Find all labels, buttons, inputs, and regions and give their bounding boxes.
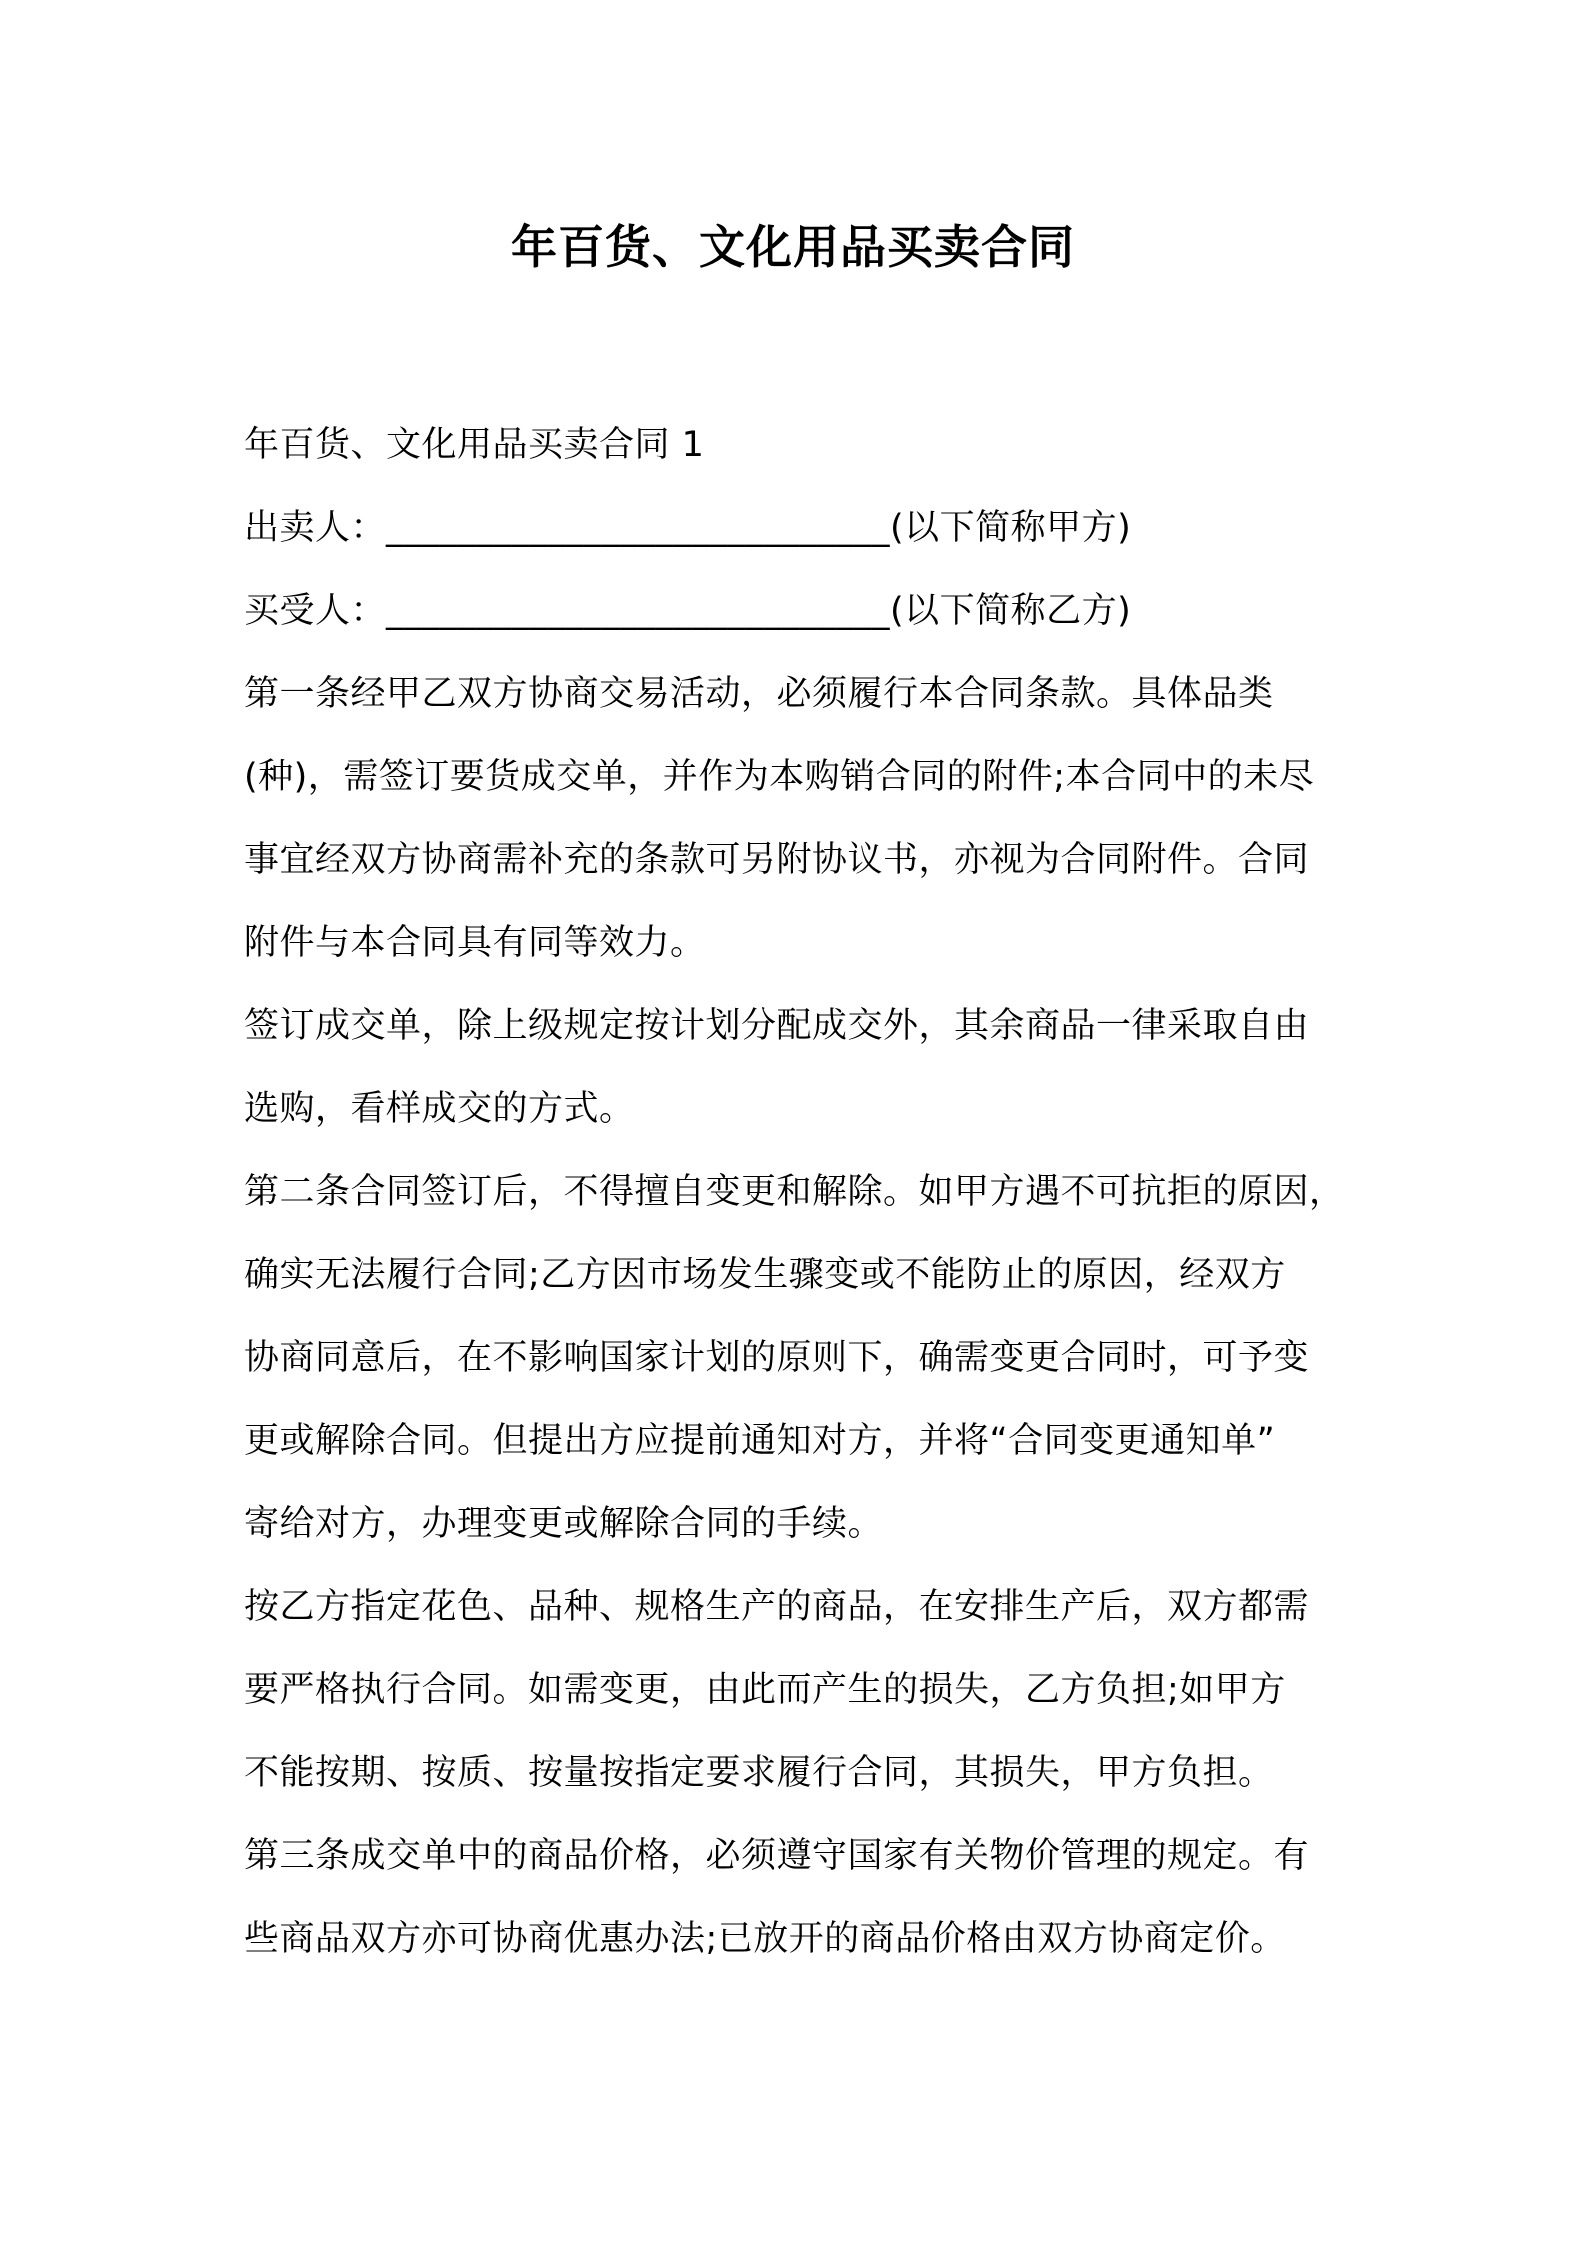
article-3-line-1: 第三条成交单中的商品价格，必须遵守国家有关物价管理的规定。有 <box>244 1836 1310 1876</box>
spec-paragraph-line-2: 要严格执行合同。如需变更，由此而产生的损失，乙方负担;如甲方 <box>244 1670 1286 1710</box>
article-1-line-4: 附件与本合同具有同等效力。 <box>244 923 706 963</box>
article-2-line-2: 确实无法履行合同;乙方因市场发生骤变或不能防止的原因，经双方 <box>244 1255 1286 1295</box>
spec-paragraph-line-1: 按乙方指定花色、品种、规格生产的商品，在安排生产后，双方都需 <box>244 1587 1310 1627</box>
seller-line: 出卖人：____________________________(以下简称甲方) <box>244 508 1132 548</box>
order-paragraph-line-2: 选购，看样成交的方式。 <box>244 1089 635 1129</box>
article-1-line-1: 第一条经甲乙双方协商交易活动，必须履行本合同条款。具体品类 <box>244 674 1274 714</box>
spec-paragraph-line-3: 不能按期、按质、按量按指定要求履行合同，其损失，甲方负担。 <box>244 1753 1274 1793</box>
article-3-line-2: 些商品双方亦可协商优惠办法;已放开的商品价格由双方协商定价。 <box>244 1919 1286 1959</box>
document-title: 年百货、文化用品买卖合同 <box>511 220 1075 274</box>
section-heading: 年百货、文化用品买卖合同 1 <box>244 425 705 465</box>
article-2-line-4: 更或解除合同。但提出方应提前通知对方，并将“合同变更通知单” <box>244 1421 1276 1461</box>
buyer-line: 买受人：____________________________(以下简称乙方) <box>244 591 1132 631</box>
order-paragraph-line-1: 签订成交单，除上级规定按计划分配成交外，其余商品一律采取自由 <box>244 1006 1310 1046</box>
article-1-line-3: 事宜经双方协商需补充的条款可另附协议书，亦视为合同附件。合同 <box>244 840 1310 880</box>
article-1-line-2: (种)，需签订要货成交单，并作为本购销合同的附件;本合同中的未尽 <box>244 757 1315 797</box>
article-2-line-5: 寄给对方，办理变更或解除合同的手续。 <box>244 1504 884 1544</box>
document-body <box>244 404 1354 1981</box>
article-2-line-3: 协商同意后，在不影响国家计划的原则下，确需变更合同时，可予变 <box>244 1338 1310 1378</box>
article-2-line-1: 第二条合同签订后，不得擅自变更和解除。如甲方遇不可抗拒的原因， <box>244 1172 1345 1212</box>
